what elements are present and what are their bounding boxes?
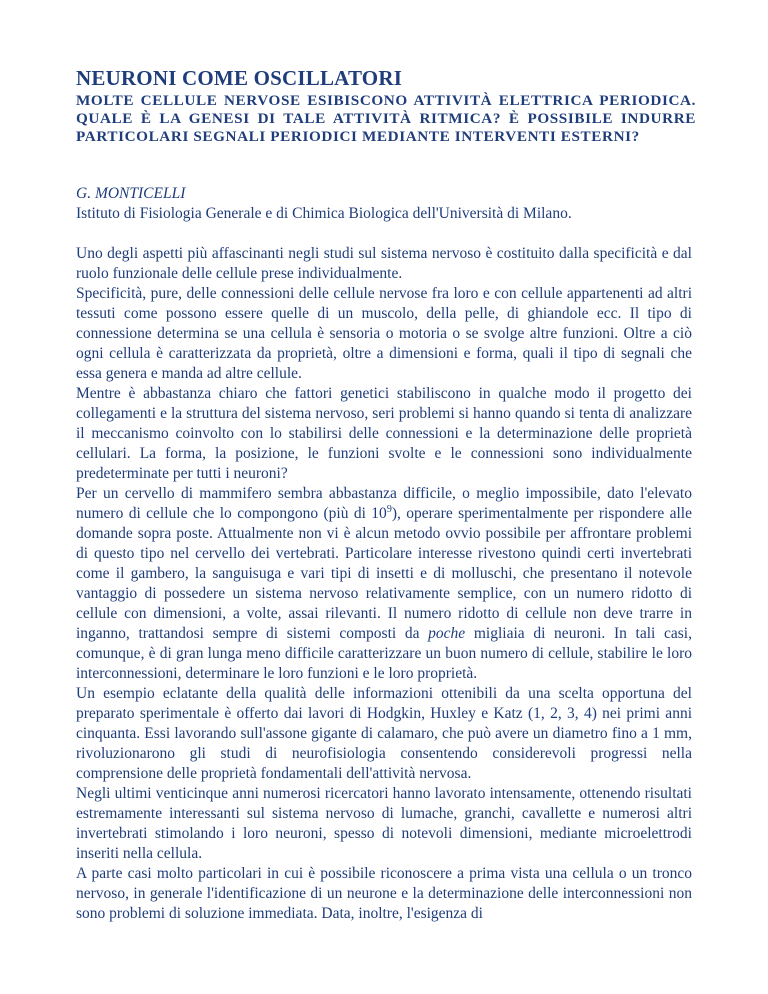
article-body bbox=[76, 244, 692, 924]
exponent: 9 bbox=[386, 504, 392, 515]
article-title: NEURONI COME OSCILLATORI bbox=[76, 66, 403, 90]
paragraph: Specificità, pure, delle connessioni delle cellule nervose fra loro e con cellule appartenenti ad altri tessuti come possono essere quelle di un muscolo, della pelle, di ghiandole ecc. Il tipo di connessione determina se una cellula è sensoria o motoria o se svolge altre funzioni. Oltre a ciò ogni cellula è caratterizzata da proprietà, oltre a dimensioni e forma, quali il tipo di segnali che essa genera e manda ad altre cellule. bbox=[76, 285, 692, 382]
author-affiliation: Istituto di Fisiologia Generale e di Chimica Biologica dell'Università di Milano. bbox=[76, 205, 572, 222]
paragraph: Uno degli aspetti più affascinanti negli studi sul sistema nervoso è costituito dalla specificità e dal ruolo funzionale delle cellule prese individualmente. bbox=[76, 245, 692, 282]
article-subtitle: MOLTE CELLULE NERVOSE ESIBISCONO ATTIVITÀ ELETTRICA PERIODICA. QUALE È LA GENESI DI TALE ATTIVITÀ RITMICA? È POSSIBILE INDURRE PARTICOLARI SEGNALI PERIODICI MEDIANTE INTERVENTI ESTERNI? bbox=[76, 92, 696, 145]
emphasis: poche bbox=[428, 625, 466, 642]
paragraph: Negli ultimi venticinque anni numerosi ricercatori hanno lavorato intensamente, ottenendo risultati estremamente interessanti sul sistema nervoso di lumache, granchi, cavallette e numerosi altri invertebrati stimolando i loro neuroni, spesso di notevoli dimensioni, mediante microelettrodi inseriti nella cellula. bbox=[76, 785, 692, 862]
paragraph: Un esempio eclatante della qualità delle informazioni ottenibili da una scelta opportuna del preparato sperimentale è offerto dai lavori di Hodgkin, Huxley e Katz (1, 2, 3, 4) nei primi anni cinquanta. Essi lavorando sull'assone gigante di calamaro, che può avere un diametro fino a 1 mm, rivoluzionarono gli studi di neurofisiologia consentendo considerevoli progressi nella comprensione delle proprietà fondamentali dell'attività nervosa. bbox=[76, 685, 692, 782]
paragraph: A parte casi molto particolari in cui è possibile riconoscere a prima vista una cellula o un tronco nervoso, in generale l'identificazione di un neurone e la determinazione delle interconnessioni non sono problemi di soluzione immediata. Data, inoltre, l'esigenza di bbox=[76, 865, 692, 922]
text-run: migliaia di neuroni. In tali casi, comunque, è di gran lunga meno difficile caratterizzare un buon numero di cellule, stabilire le loro interconnessioni, determinare le loro funzioni e le loro proprietà. bbox=[76, 625, 692, 682]
text-run: ), operare sperimentalmente per rispondere alle domande sopra poste. Attualmente non vi è alcun metodo ovvio possibile per affrontare problemi di questo tipo nel cervello dei vertebrati. Particolare interesse rivestono quindi certi invertebrati come il gambero, la sanguisuga e vari tipi di insetti e di molluschi, che presentano il notevole vantaggio di possedere un sistema nervoso relativamente semplice, con un numero ridotto di cellule con dimensioni, a volte, assai rilevanti. Il numero ridotto di cellule non deve trarre in inganno, trattandosi sempre di sistemi composti da bbox=[76, 505, 692, 642]
text-run: Per un cervello di mammifero sembra abbastanza difficile, o meglio impossibile, dato l'elevato numero di cellule che lo compongono (più di 10 bbox=[76, 485, 692, 522]
paragraph bbox=[76, 484, 692, 684]
paragraph: Mentre è abbastanza chiaro che fattori genetici stabiliscono in qualche modo il progetto dei collegamenti e la struttura del sistema nervoso, seri problemi si hanno quando si tenta di analizzare il meccanismo coinvolto con lo stabilirsi delle connessioni e la determinazione delle proprietà cellulari. La forma, la posizione, le funzioni svolte e le connessioni sono individualmente predeterminate per tutti i neuroni? bbox=[76, 385, 692, 482]
author-name: G. MONTICELLI bbox=[76, 185, 186, 202]
